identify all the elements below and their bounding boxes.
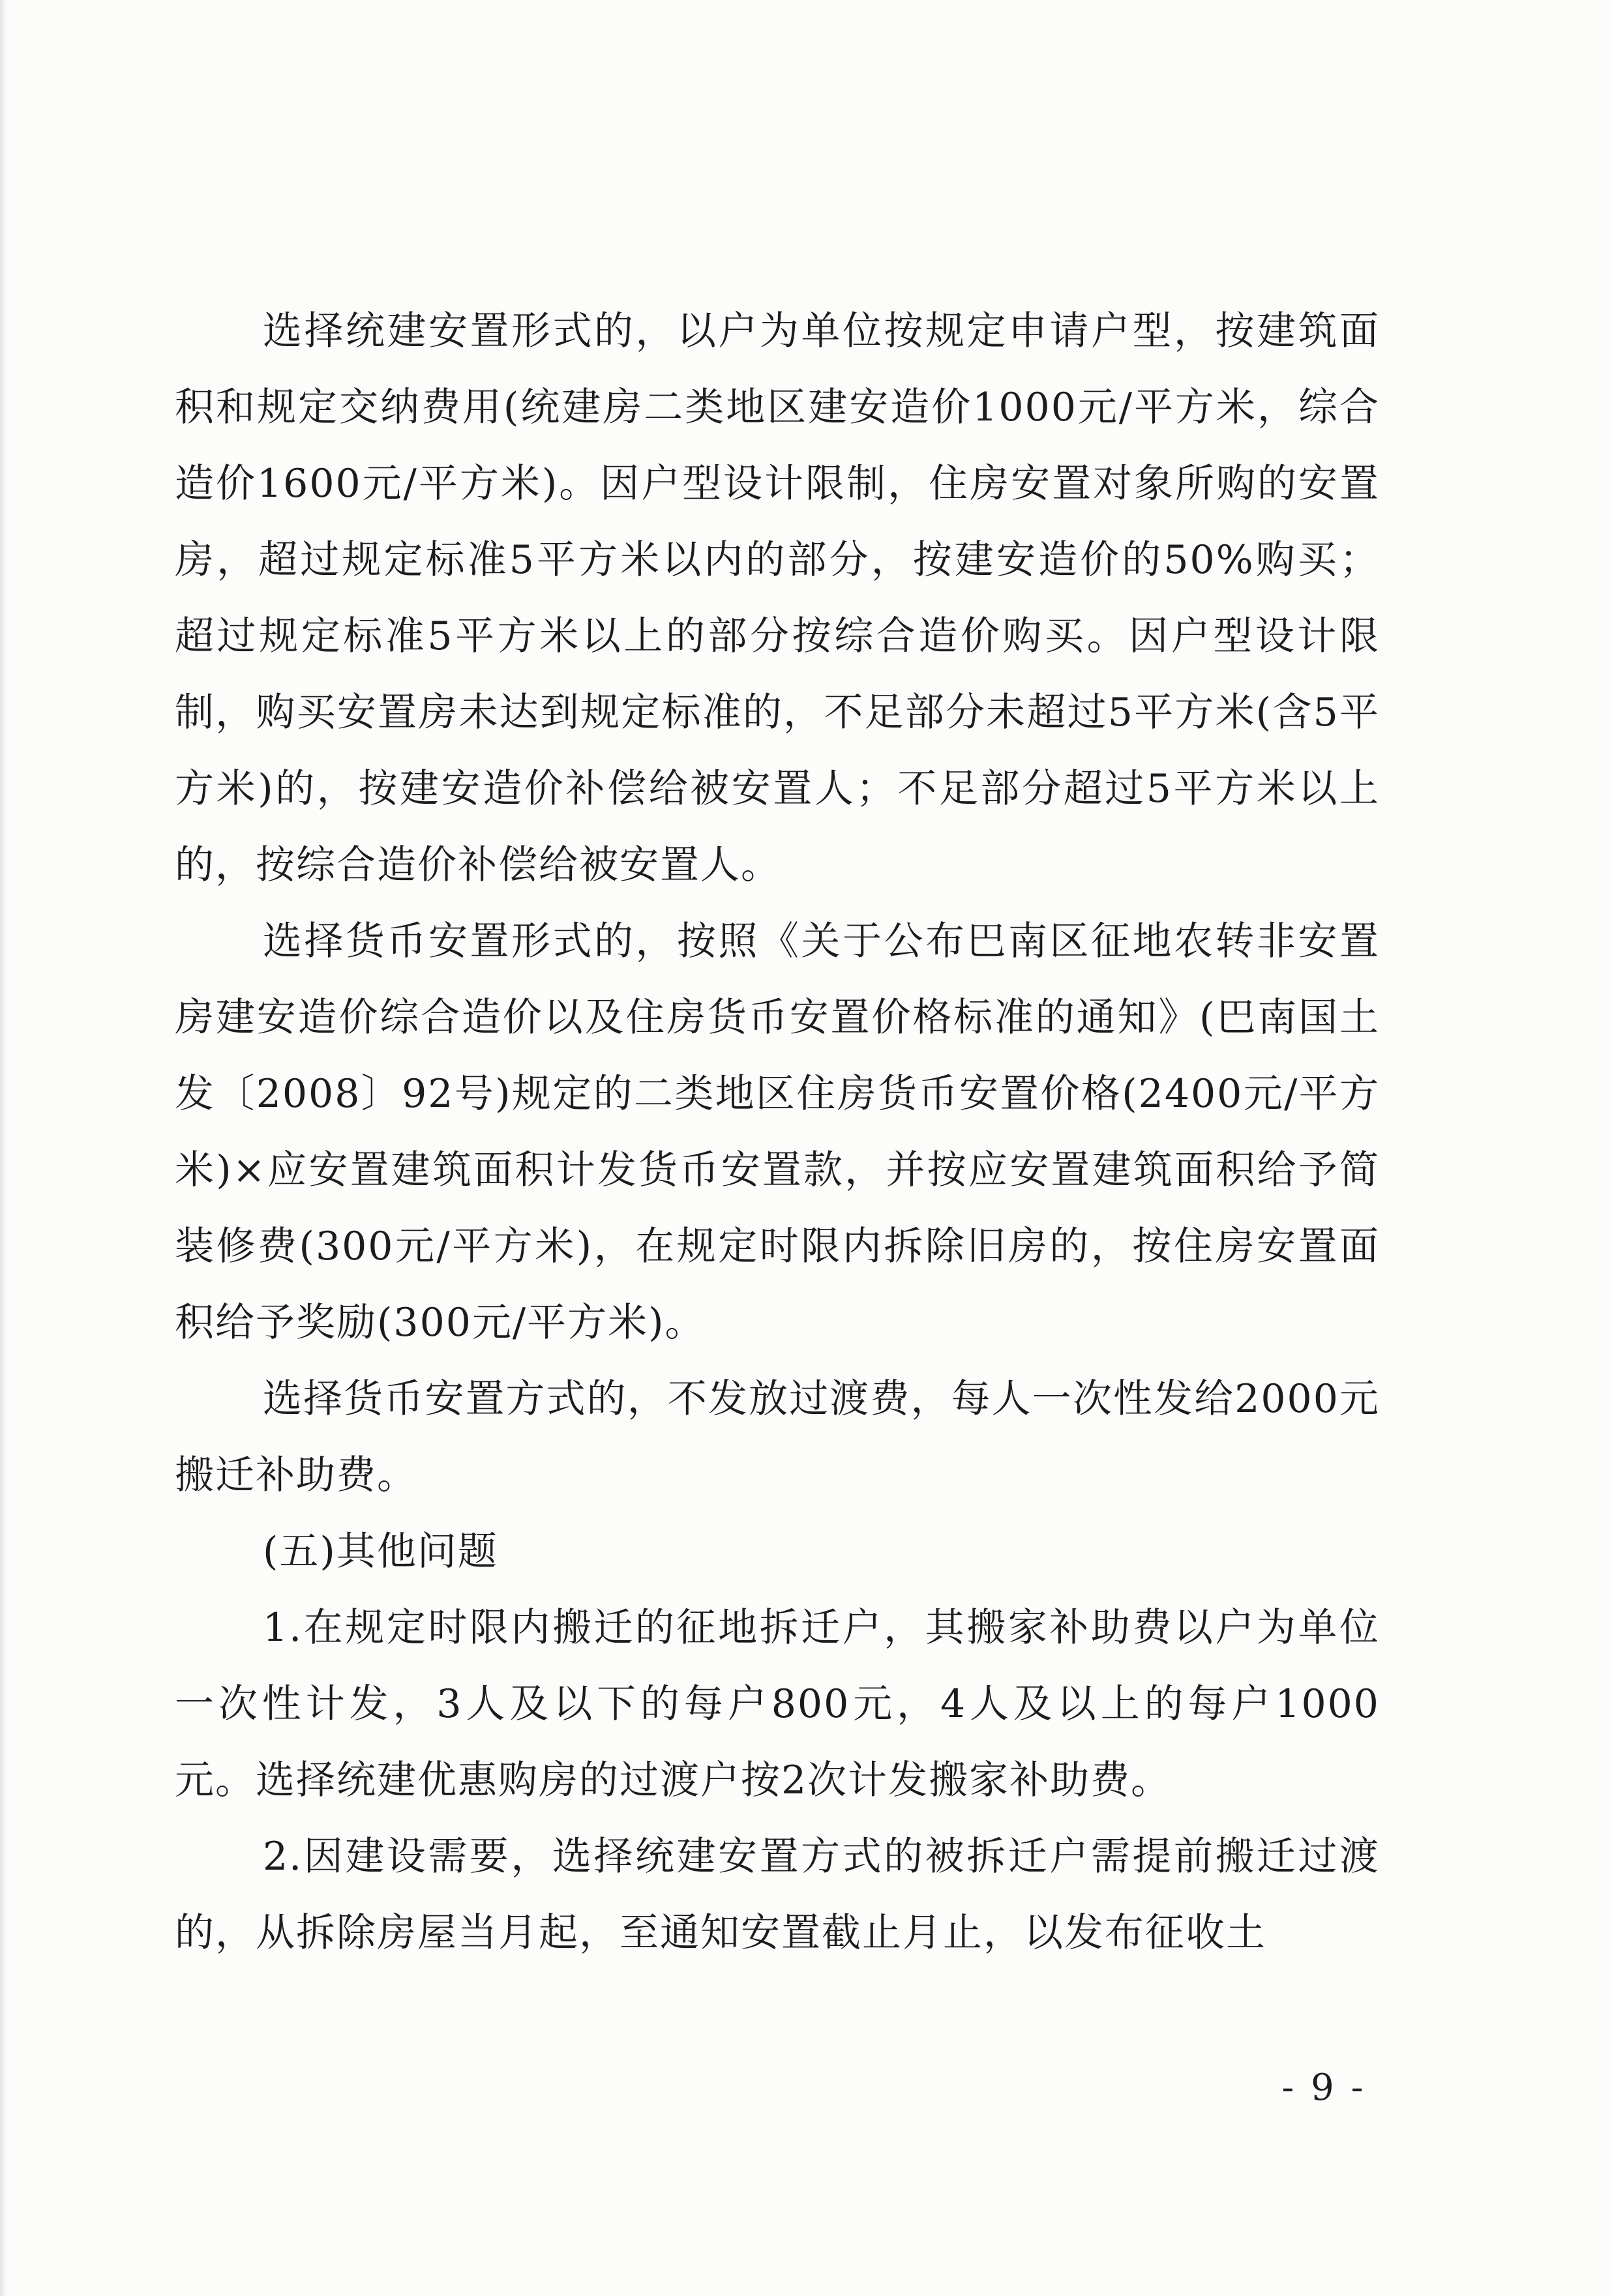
- paragraph-monetary-resettlement-standard: 选择货币安置形式的，按照《关于公布巴南区征地农转非安置房建安造价综合造价以及住房货币安置价格标准的通知》(巴南国土发〔2008〕92号)规定的二类地区住房货币安置价格(2400元/平方米)×应安置建筑面积计发货币安置款，并按应安置建筑面积给予简装修费(300元/平方米)，在规定时限内拆除旧房的，按住房安置面积给予奖励(300元/平方米)。: [175, 919, 1380, 1346]
- page-number: - 9 -: [1281, 2067, 1366, 2109]
- section-heading-other-issues: (五)其他问题: [263, 1529, 498, 1574]
- scan-edge-shadow: [0, 0, 7, 2296]
- list-item-moving-subsidy: 1.在规定时限内搬迁的征地拆迁户，其搬家补助费以户为单位一次性计发，3人及以下的每户800元，4人及以上的每户1000元。选择统建优惠购房的过渡户按2次计发搬家补助费。: [175, 1605, 1380, 1803]
- document-body: [175, 293, 1380, 1971]
- paragraph-monetary-resettlement-relocation-subsidy: 选择货币安置方式的，不发放过渡费，每人一次性发给2000元搬迁补助费。: [175, 1376, 1380, 1498]
- list-item-early-relocation-transition: 2.因建设需要，选择统建安置方式的被拆迁户需提前搬迁过渡的，从拆除房屋当月起，至通知安置截止月止，以发布征收土: [175, 1834, 1380, 1956]
- paragraph-unified-construction-resettlement: 选择统建安置形式的，以户为单位按规定申请户型，按建筑面积和规定交纳费用(统建房二类地区建安造价1000元/平方米，综合造价1600元/平方米)。因户型设计限制，住房安置对象所购的安置房，超过规定标准5平方米以内的部分，按建安造价的50%购买；超过规定标准5平方米以上的部分按综合造价购买。因户型设计限制，购买安置房未达到规定标准的，不足部分未超过5平方米(含5平方米)的，按建安造价补偿给被安置人；不足部分超过5平方米以上的，按综合造价补偿给被安置人。: [175, 308, 1380, 888]
